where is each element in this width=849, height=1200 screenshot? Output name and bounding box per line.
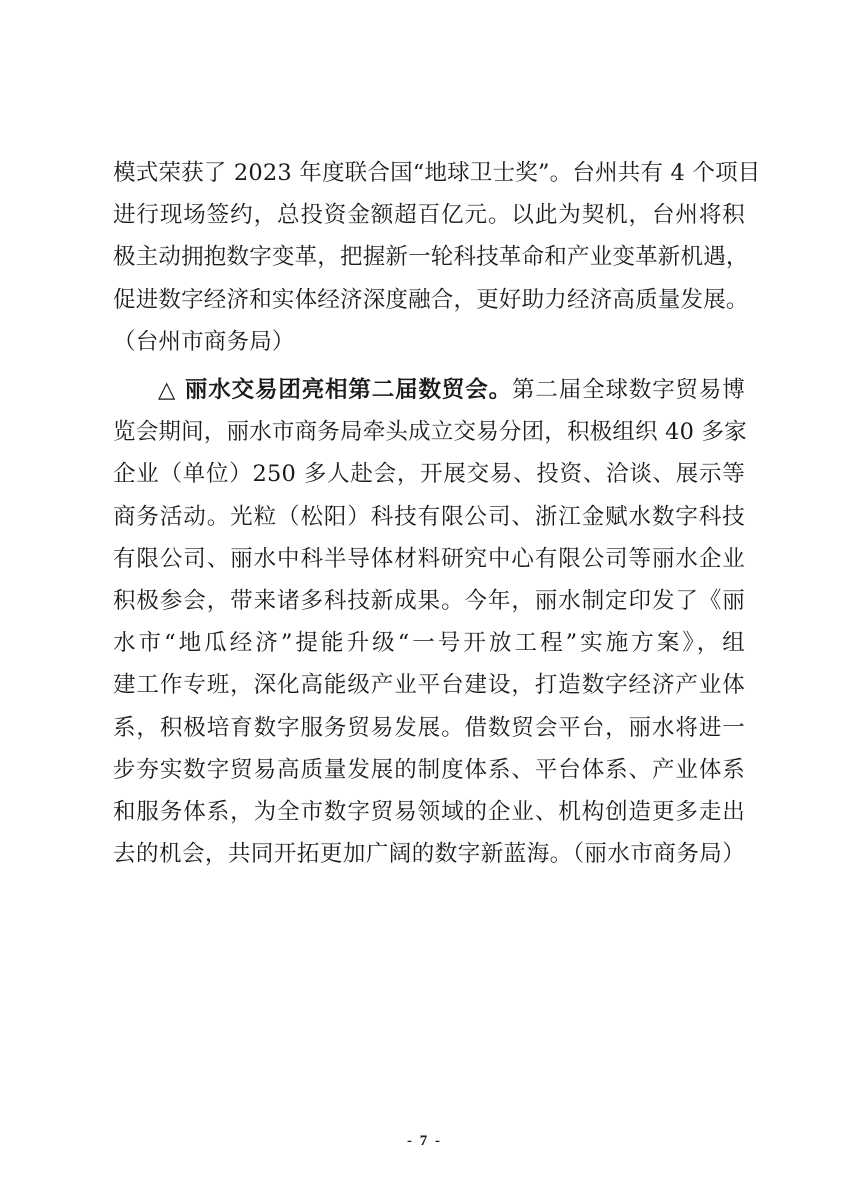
text-line: 有限公司、丽水中科半导体材料研究中心有限公司等丽水企业: [113, 545, 745, 572]
text-line: 水市“地瓜经济”提能升级“一号开放工程”实施方案》，组: [113, 630, 745, 657]
text-line: [113, 369, 745, 411]
text-line: 模式荣获了 2023 年度联合国“地球卫士奖”。台州共有 4 个项目: [113, 160, 761, 186]
heading-continuation: 第二届全球数字贸易博: [512, 377, 745, 404]
text-line: 进行现场签约，总投资金额超百亿元。以此为契机，台州将积: [113, 202, 745, 229]
text-line: 积极参会，带来诸多科技新成果。今年，丽水制定印发了《丽: [113, 588, 745, 615]
paragraph-lishui: [113, 369, 745, 875]
text-line: 建工作专班，深化高能级产业平台建设，打造数字经济产业体: [113, 672, 745, 699]
text-line: 步夯实数字贸易高质量发展的制度体系、平台体系、产业体系: [113, 756, 745, 783]
text-line: 系，积极培育数字服务贸易发展。借数贸会平台，丽水将进一: [113, 714, 745, 741]
text-line: 览会期间，丽水市商务局牵头成立交易分团，积极组织 40 多家: [113, 419, 747, 446]
text-line: 企业（单位）250 多人赴会，开展交易、投资、洽谈、展示等: [113, 461, 745, 488]
text-line: （台州市商务局）: [113, 328, 295, 355]
text-line: 极主动拥抱数字变革，把握新一轮科技革命和产业变革新机遇，: [113, 244, 749, 271]
paragraph-heading: △ 丽水交易团亮相第二届数贸会。: [158, 377, 512, 404]
paragraph-taizhou: [113, 152, 761, 363]
text-line: 去的机会，共同开拓更加广阔的数字新蓝海。（丽水市商务局）: [113, 841, 745, 868]
page-number: - 7 -: [407, 1133, 442, 1149]
text-line: 商务活动。光粒（松阳）科技有限公司、浙江金赋水数字科技: [113, 503, 745, 530]
document-body: [113, 152, 761, 875]
text-line: 和服务体系，为全市数字贸易领域的企业、机构创造更多走出: [113, 799, 745, 826]
text-line: 促进数字经济和实体经济深度融合，更好助力经济高质量发展。: [113, 286, 749, 313]
